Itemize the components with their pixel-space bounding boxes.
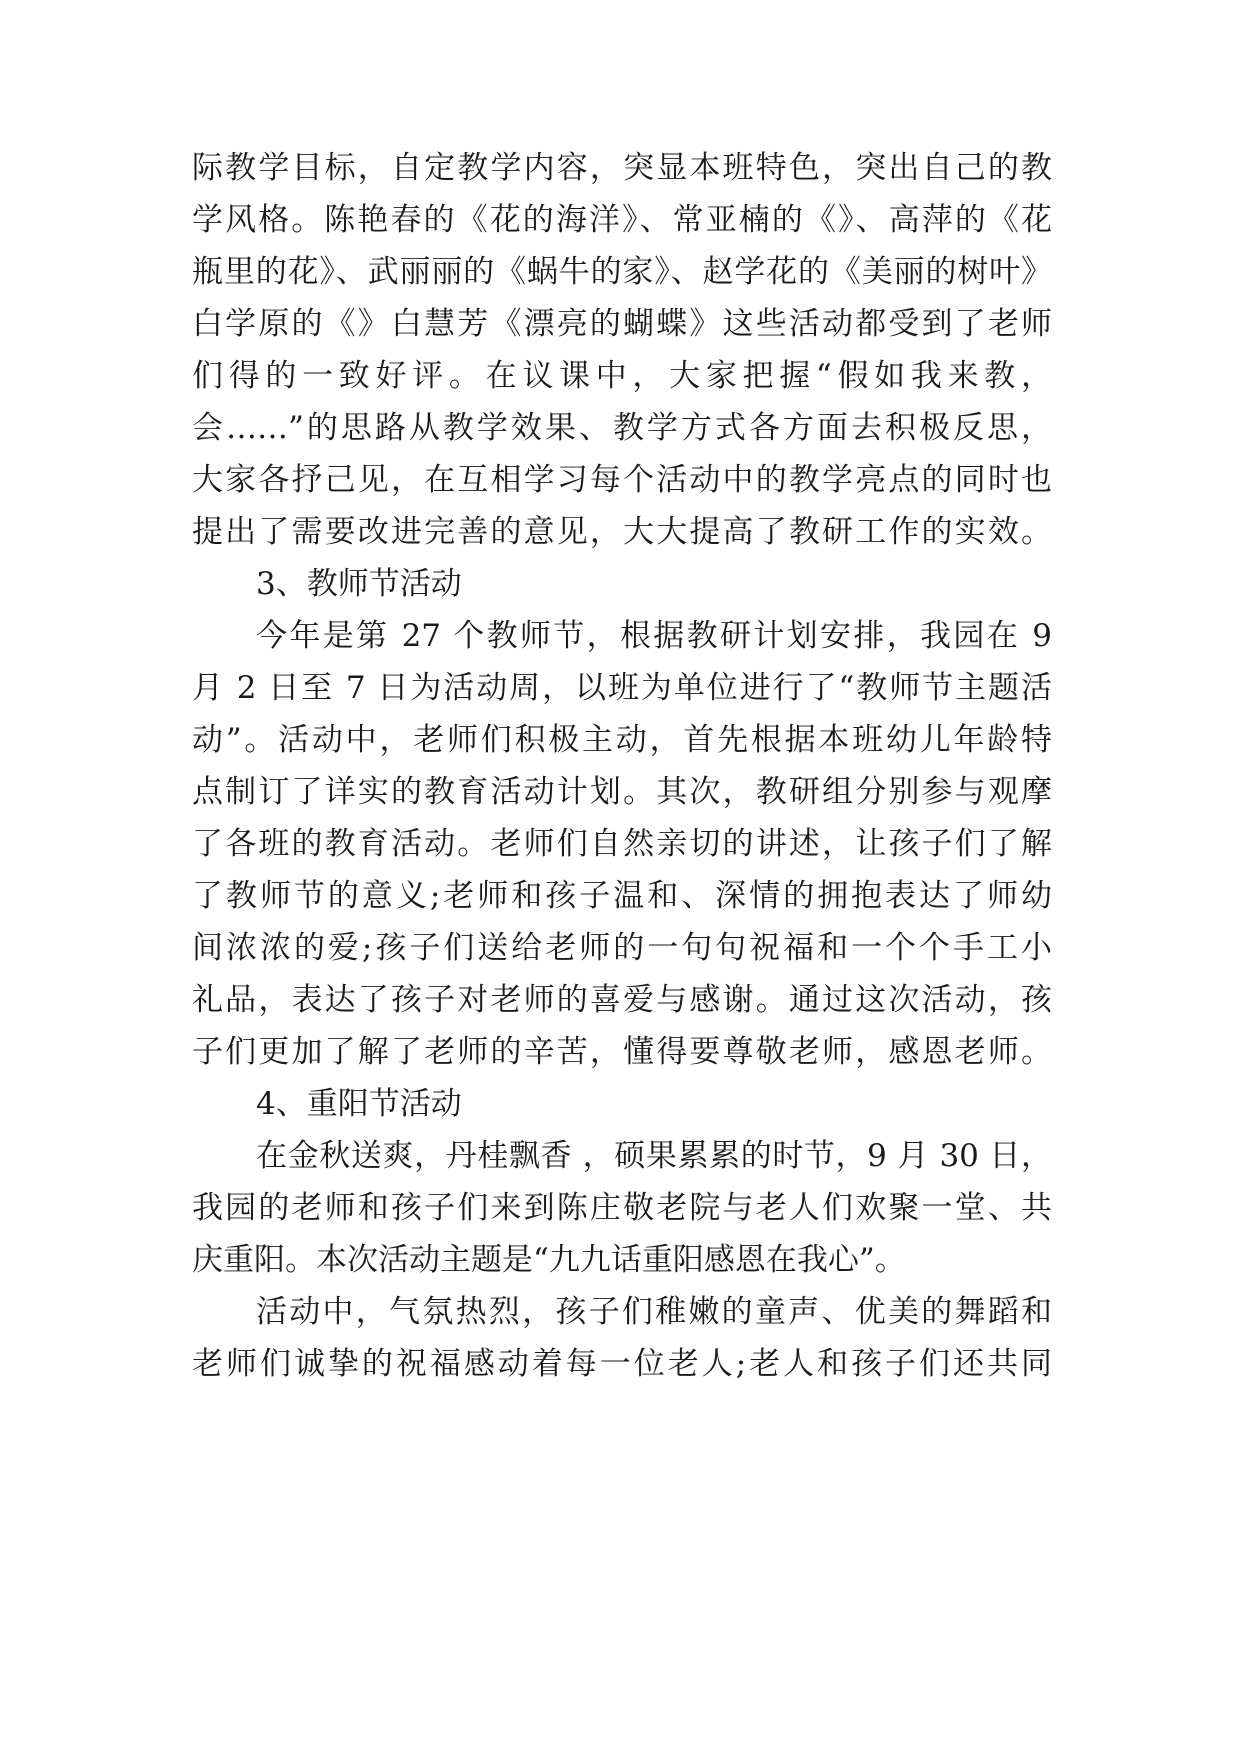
paragraph-line: 瓶里的花》、武丽丽的《蜗牛的家》、赵学花的《美丽的树叶》 [192,254,1052,290]
paragraph-line: 了各班的教育活动。老师们自然亲切的讲述，让孩子们了解 [192,826,1052,862]
paragraph-line: 礼品，表达了孩子对老师的喜爱与感谢。通过这次活动，孩 [192,982,1052,1018]
paragraph-line: 际教学目标，自定教学内容，突显本班特色，突出自己的教 [192,150,1052,186]
paragraph-line: 老师们诚挚的祝福感动着每一位老人;老人和孩子们还共同 [192,1346,1052,1382]
section-heading: 3、教师节活动 [256,566,462,602]
section-heading: 4、重阳节活动 [256,1086,462,1122]
paragraph-line: 会……”的思路从教学效果、教学方式各方面去积极反思， [192,410,1052,446]
paragraph-line: 学风格。陈艳春的《花的海洋》、常亚楠的《》、高萍的《花 [192,202,1052,238]
paragraph-line: 庆重阳。本次活动主题是“九九话重阳感恩在我心”。 [192,1242,906,1278]
paragraph-line: 月 2 日至 7 日为活动周，以班为单位进行了“教师节主题活 [192,670,1052,706]
paragraph-line: 白学原的《》白慧芳《漂亮的蝴蝶》这些活动都受到了老师 [192,306,1052,342]
paragraph-line: 点制订了详实的教育活动计划。其次，教研组分别参与观摩 [192,774,1052,810]
paragraph-line: 我园的老师和孩子们来到陈庄敬老院与老人们欢聚一堂、共 [192,1190,1052,1226]
paragraph-line: 了教师节的意义;老师和孩子温和、深情的拥抱表达了师幼 [192,878,1052,914]
paragraph-line: 动”。活动中，老师们积极主动，首先根据本班幼儿年龄特 [192,722,1052,758]
paragraph-line: 间浓浓的爱;孩子们送给老师的一句句祝福和一个个手工小 [192,930,1052,966]
paragraph-line: 子们更加了解了老师的辛苦，懂得要尊敬老师，感恩老师。 [192,1034,1052,1070]
paragraph-line: 们得的一致好评。在议课中，大家把握“假如我来教， [192,358,1052,394]
paragraph-line: 活动中，气氛热烈，孩子们稚嫩的童声、优美的舞蹈和 [256,1294,1052,1330]
paragraph-line: 提出了需要改进完善的意见，大大提高了教研工作的实效。 [192,514,1052,550]
paragraph-line: 今年是第 27 个教师节，根据教研计划安排，我园在 9 [256,618,1052,654]
paragraph-line: 大家各抒己见，在互相学习每个活动中的教学亮点的同时也 [192,462,1052,498]
paragraph-line: 在金秋送爽，丹桂飘香 ，硕果累累的时节，9 月 30 日， [256,1138,1052,1174]
